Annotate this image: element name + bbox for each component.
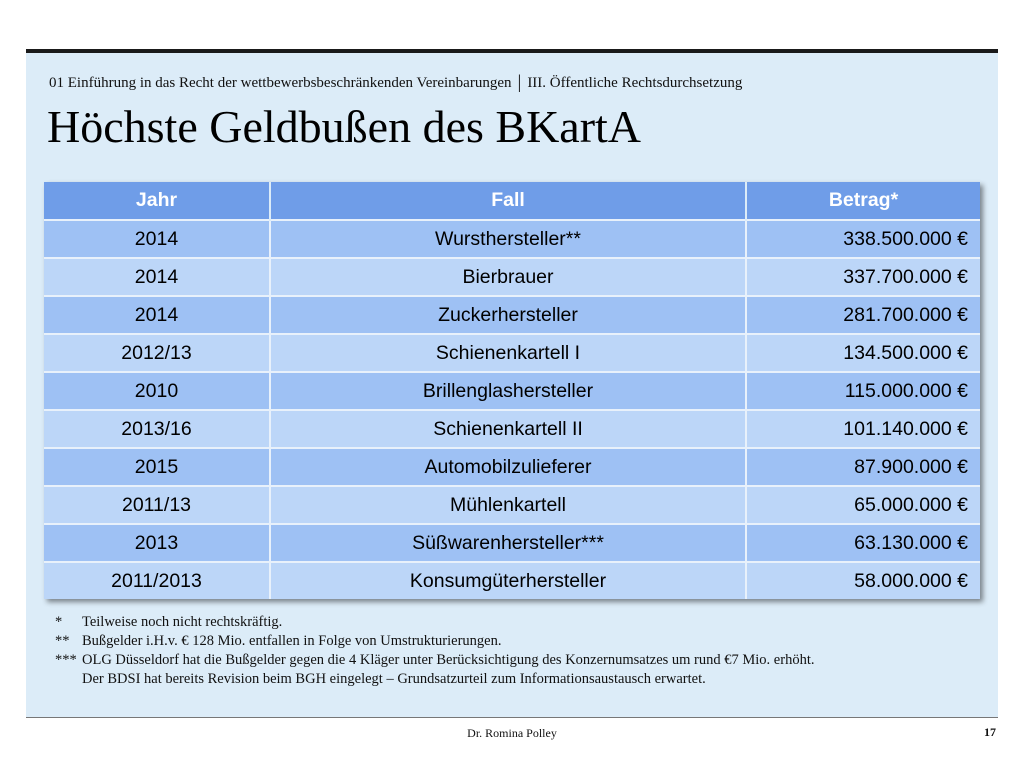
- cell-amount: 63.130.000 €: [746, 524, 980, 562]
- table-row: [44, 296, 980, 334]
- fines-table: [44, 182, 980, 599]
- table-row: [44, 334, 980, 372]
- footnote: [55, 670, 814, 689]
- cell-amount: 115.000.000 €: [746, 372, 980, 410]
- cell-case: Mühlenkartell: [270, 486, 746, 524]
- table-row: [44, 524, 980, 562]
- footnote-text: Bußgelder i.H.v. € 128 Mio. entfallen in Folge von Umstrukturierungen.: [82, 633, 502, 649]
- cell-case: Brillenglashersteller: [270, 372, 746, 410]
- page-number: 17: [984, 725, 996, 739]
- footnote: [55, 632, 814, 651]
- fines-table-container: [44, 182, 980, 599]
- cell-year: 2013: [44, 524, 270, 562]
- cell-case: Automobilzulieferer: [270, 448, 746, 486]
- footnote-text: Teilweise noch nicht rechtskräftig.: [82, 614, 283, 630]
- breadcrumb: [49, 72, 742, 94]
- footnote-mark: *: [55, 614, 63, 630]
- breadcrumb-chapter: 01 Einführung in das Recht der wettbewerbsbeschränkenden Vereinbarungen: [49, 75, 512, 91]
- cell-year: 2015: [44, 448, 270, 486]
- footer-rule: [26, 717, 998, 718]
- table-row: [44, 448, 980, 486]
- footnotes: [55, 613, 814, 689]
- cell-amount: 337.700.000 €: [746, 258, 980, 296]
- cell-year: 2012/13: [44, 334, 270, 372]
- footer-author: Dr. Romina Polley: [467, 726, 557, 740]
- footnote-mark: **: [55, 633, 70, 649]
- cell-amount: 58.000.000 €: [746, 562, 980, 599]
- cell-year: 2011/13: [44, 486, 270, 524]
- cell-year: 2014: [44, 220, 270, 258]
- cell-year: 2010: [44, 372, 270, 410]
- cell-amount: 134.500.000 €: [746, 334, 980, 372]
- cell-case: Konsumgüterhersteller: [270, 562, 746, 599]
- page-title: Höchste Geldbußen des BKartA: [47, 101, 642, 152]
- table-row: [44, 486, 980, 524]
- column-header-amount: Betrag*: [746, 182, 980, 220]
- column-header-case: Fall: [270, 182, 746, 220]
- cell-case: Schienenkartell II: [270, 410, 746, 448]
- table-row: [44, 258, 980, 296]
- cell-amount: 281.700.000 €: [746, 296, 980, 334]
- table-header-row: [44, 182, 980, 220]
- footnote: [55, 613, 814, 632]
- footnote-text: OLG Düsseldorf hat die Bußgelder gegen die 4 Kläger unter Berücksichtigung des Konzernumsatzes um rund €7 Mio. erhöht.: [82, 652, 815, 668]
- cell-year: 2013/16: [44, 410, 270, 448]
- cell-case: Wursthersteller**: [270, 220, 746, 258]
- table-row: [44, 220, 980, 258]
- footnote-mark: ***: [55, 652, 77, 668]
- cell-year: 2011/2013: [44, 562, 270, 599]
- cell-case: Schienenkartell I: [270, 334, 746, 372]
- footnote-mark: [55, 670, 82, 689]
- cell-amount: 87.900.000 €: [746, 448, 980, 486]
- column-header-year: Jahr: [44, 182, 270, 220]
- cell-case: Süßwarenhersteller***: [270, 524, 746, 562]
- cell-amount: 101.140.000 €: [746, 410, 980, 448]
- footnote: [55, 651, 814, 670]
- cell-year: 2014: [44, 258, 270, 296]
- table-row: [44, 372, 980, 410]
- breadcrumb-section: III. Öffentliche Rechtsdurchsetzung: [527, 75, 743, 91]
- cell-amount: 65.000.000 €: [746, 486, 980, 524]
- footnote-text: Der BDSI hat bereits Revision beim BGH eingelegt – Grundsatzurteil zum Informationsaustausch erwartet.: [82, 671, 706, 687]
- cell-amount: 338.500.000 €: [746, 220, 980, 258]
- cell-case: Bierbrauer: [270, 258, 746, 296]
- table-row: [44, 410, 980, 448]
- table-row: [44, 562, 980, 599]
- cell-year: 2014: [44, 296, 270, 334]
- cell-case: Zuckerhersteller: [270, 296, 746, 334]
- breadcrumb-separator: |: [517, 72, 522, 93]
